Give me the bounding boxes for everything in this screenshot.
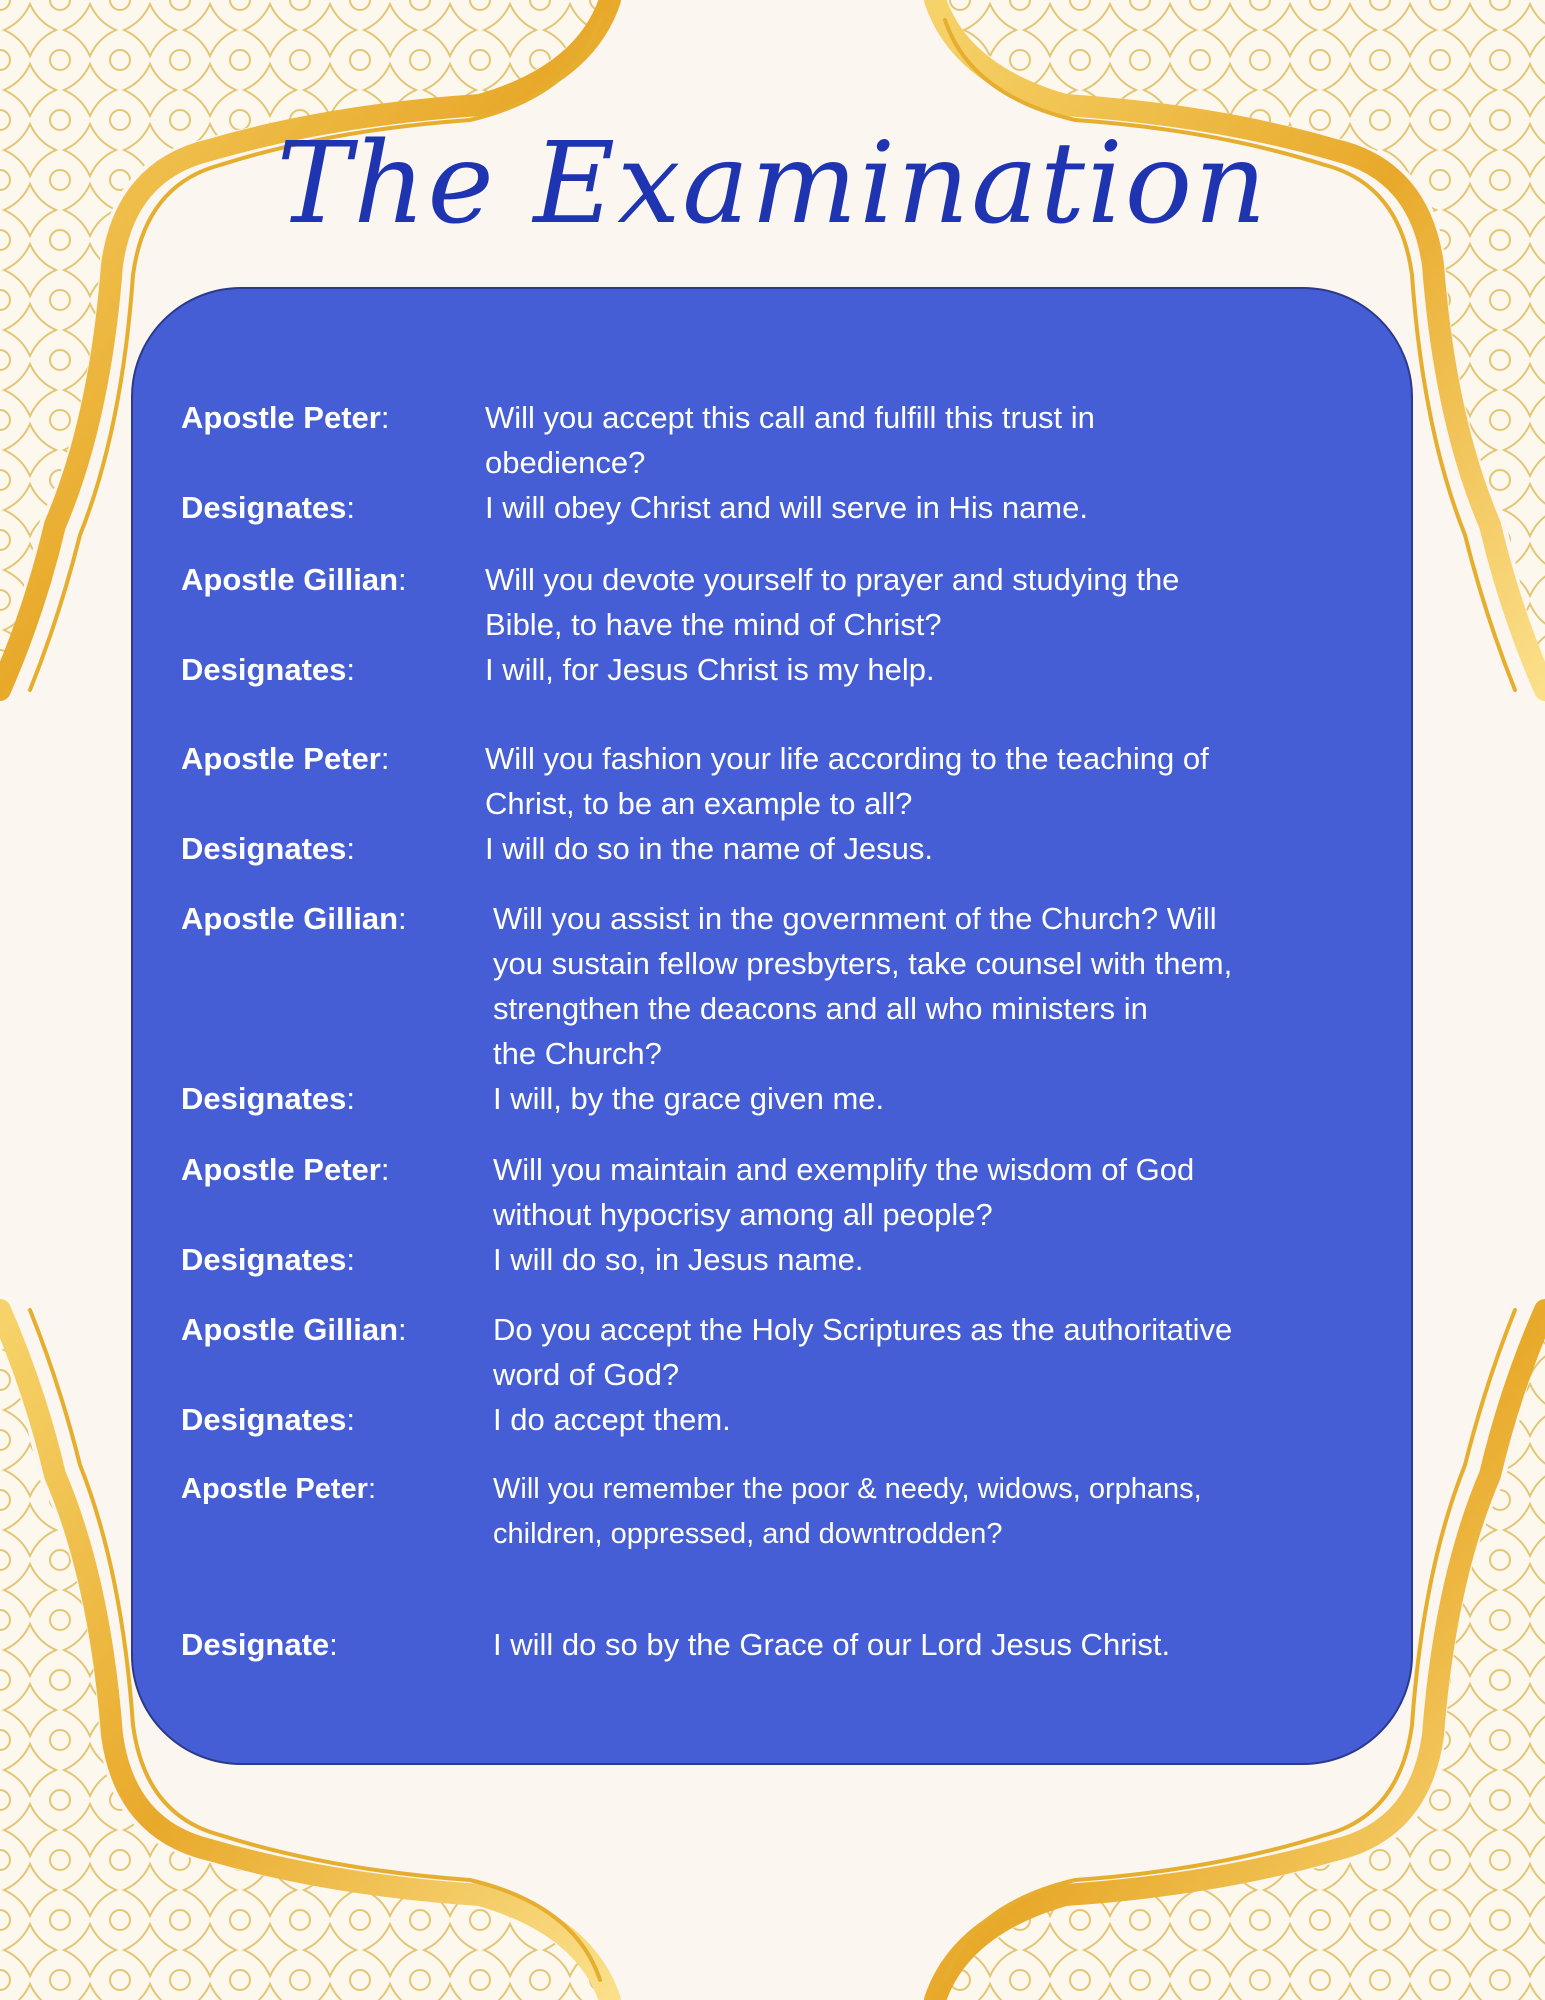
question-line: [133, 1512, 1411, 1557]
question-text: Will you assist in the government of the Church? Will: [493, 901, 1217, 936]
question-text: Do you accept the Holy Scriptures as the authoritative: [493, 1312, 1233, 1347]
speaker-label: Apostle Peter:: [181, 741, 390, 776]
question-line: [133, 736, 1411, 781]
question-line: [133, 1147, 1411, 1192]
question-text: Will you accept this call and fulfill this trust in: [485, 400, 1095, 435]
speaker-label: Designates:: [181, 831, 356, 866]
exchange-4: [133, 896, 1411, 1121]
answer-line: [133, 826, 1411, 871]
question-line: [133, 602, 1411, 647]
exchange-1: [133, 395, 1411, 530]
speaker-label: Apostle Peter:: [181, 400, 390, 435]
question-line: [133, 941, 1411, 986]
question-text: Will you maintain and exemplify the wisdom of God: [493, 1152, 1195, 1187]
question-line: [133, 1467, 1411, 1512]
exchange-2: [133, 557, 1411, 692]
speaker-label: Apostle Peter:: [181, 1152, 390, 1187]
answer-line: [133, 1237, 1411, 1282]
answer-text: I will obey Christ and will serve in His name.: [485, 490, 1088, 525]
question-line: [133, 395, 1411, 440]
examination-panel: [131, 287, 1413, 1765]
exchange-3: [133, 736, 1411, 871]
speaker-label: Apostle Gillian:: [181, 1312, 407, 1347]
question-line: [133, 1031, 1411, 1076]
answer-text: I will do so in the name of Jesus.: [485, 831, 934, 866]
speaker-label: Designates:: [181, 1242, 356, 1277]
question-line: [133, 986, 1411, 1031]
answer-line: [133, 485, 1411, 530]
question-text: you sustain fellow presbyters, take counsel with them,: [493, 946, 1233, 981]
question-text: strengthen the deacons and all who ministers in: [493, 991, 1148, 1026]
answer-text: I will do so by the Grace of our Lord Jesus Christ.: [493, 1627, 1171, 1662]
question-line: [133, 1307, 1411, 1352]
answer-text: I will do so, in Jesus name.: [493, 1242, 864, 1277]
question-text: Will you fashion your life according to the teaching of: [485, 741, 1209, 776]
question-text: obedience?: [485, 445, 646, 480]
answer-line: [133, 1076, 1411, 1121]
answer-text: I do accept them.: [493, 1402, 731, 1437]
exchange-7: [133, 1467, 1411, 1667]
question-text: word of God?: [493, 1357, 680, 1392]
question-text: Will you remember the poor & needy, widows, orphans,: [493, 1473, 1202, 1505]
speaker-label: Designate:: [181, 1627, 338, 1662]
question-line: [133, 1352, 1411, 1397]
speaker-label: Designates:: [181, 1402, 356, 1437]
question-text: the Church?: [493, 1036, 662, 1071]
speaker-label: Designates:: [181, 1081, 356, 1116]
answer-line: [133, 1622, 1411, 1667]
question-text: Will you devote yourself to prayer and studying the: [485, 562, 1180, 597]
question-line: [133, 781, 1411, 826]
page-title: The Examination: [276, 119, 1269, 249]
exchange-5: [133, 1147, 1411, 1282]
speaker-label: Apostle Peter:: [181, 1473, 377, 1505]
answer-line: [133, 1397, 1411, 1442]
question-line: [133, 557, 1411, 602]
answer-line: [133, 647, 1411, 692]
question-text: without hypocrisy among all people?: [493, 1197, 993, 1232]
speaker-label: Apostle Gillian:: [181, 562, 407, 597]
speaker-label: Apostle Gillian:: [181, 901, 407, 936]
question-text: Bible, to have the mind of Christ?: [485, 607, 942, 642]
question-text: Christ, to be an example to all?: [485, 786, 913, 821]
question-line: [133, 440, 1411, 485]
question-text: children, oppressed, and downtrodden?: [493, 1518, 1003, 1550]
answer-text: I will, by the grace given me.: [493, 1081, 885, 1116]
question-line: [133, 1192, 1411, 1237]
speaker-label: Designates:: [181, 652, 356, 687]
question-line: [133, 896, 1411, 941]
answer-text: I will, for Jesus Christ is my help.: [485, 652, 935, 687]
speaker-label: Designates:: [181, 490, 356, 525]
exchange-6: [133, 1307, 1411, 1442]
